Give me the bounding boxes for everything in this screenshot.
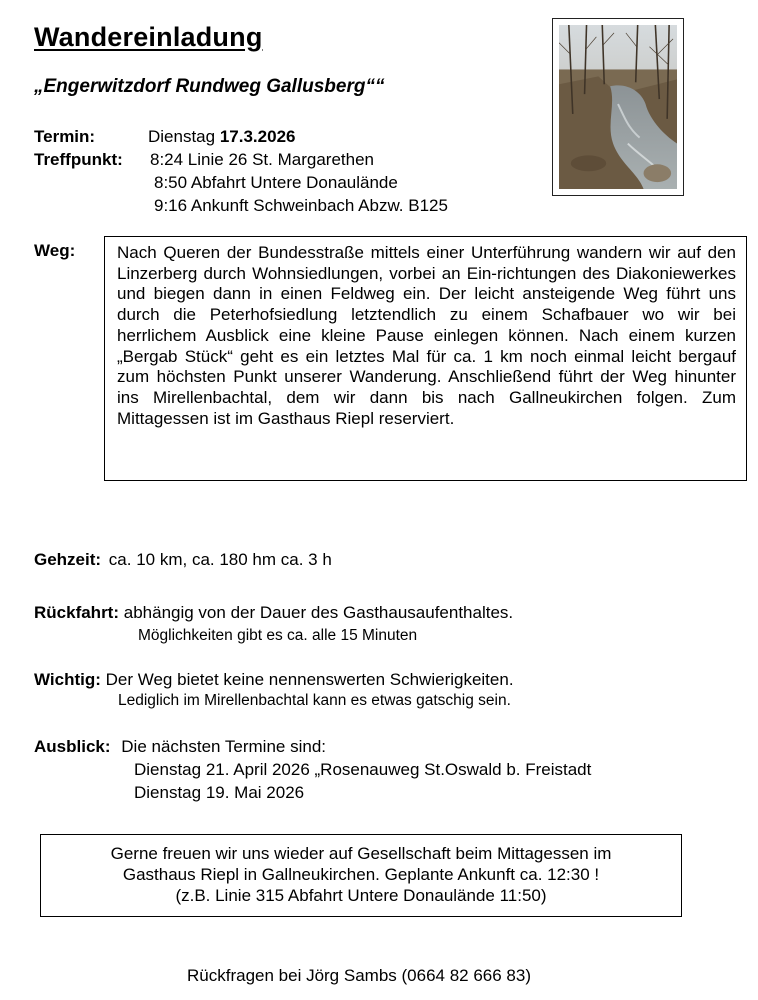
termin-value: [148, 127, 295, 147]
creek-photo-icon: [559, 25, 677, 189]
contact-footer: Rückfragen bei Jörg Sambs (0664 82 666 83): [187, 966, 531, 985]
ausblick-date: Dienstag 21. April 2026 „Rosenauweg St.Oswald b. Freistadt: [134, 760, 592, 779]
treffpunkt-label: Treffpunkt:: [34, 150, 123, 169]
ausblick-label: Ausblick:: [34, 737, 111, 756]
rueckfahrt-note: Möglichkeiten gibt es ca. alle 15 Minuten: [138, 627, 418, 644]
rueckfahrt-row: [34, 603, 513, 623]
notice-line: Gerne freuen wir uns wieder auf Gesellschaft beim Mittagessen im: [110, 844, 612, 863]
wichtig-row: [34, 670, 514, 690]
ausblick-intro: Die nächsten Termine sind:: [121, 737, 327, 756]
weg-label: Weg:: [34, 241, 76, 260]
weg-description: Nach Queren der Bundesstraße mittels einer Unterführung wandern wir auf den Linzerberg durch Wohnsiedlungen, vorbei an Ein-richtungen des Diakoniewerkes und biegen dann in einen Feldweg ein. Der leicht ansteigende Weg führt uns durch die Peterhofsiedlung letztendlich zu einem Schafbauer wo wir bei herrlichem Ausblick eine kleine Pause einlegen können. Nach einem kurzen „Bergab Stück“ geht es ein letztes Mal für ca. 1 km noch einmal leicht bergauf zum höchsten Punkt unserer Wanderung. Anschließend führt der Weg hinunter ins Mirellenbachtal, dem wir dann bis nach Gallneukirchen folgen. Zum Mittagessen ist im Gasthaus Riepl reserviert.: [104, 236, 747, 481]
wichtig-label: Wichtig:: [34, 670, 101, 689]
termin-weekday: Dienstag: [148, 127, 216, 146]
ausblick-row: [34, 737, 326, 757]
lunch-notice: [40, 834, 682, 917]
treffpunkt-line: 8:50 Abfahrt Untere Donaulände: [154, 173, 398, 192]
ausblick-date: Dienstag 19. Mai 2026: [134, 783, 305, 802]
rueckfahrt-value: abhängig von der Dauer des Gasthausaufenthaltes.: [123, 603, 514, 622]
wichtig-note: Lediglich im Mirellenbachtal kann es etwas gatschig sein.: [118, 692, 511, 709]
rueckfahrt-label: Rückfahrt:: [34, 603, 120, 622]
termin-label: Termin:: [34, 127, 96, 146]
gehzeit-label: Gehzeit:: [34, 550, 102, 569]
page-title: Wandereinladung: [34, 22, 263, 52]
creek-photo: [552, 18, 684, 196]
notice-line: Gasthaus Riepl in Gallneukirchen. Geplante Ankunft ca. 12:30 !: [122, 865, 600, 884]
route-name: „Engerwitzdorf Rundweg Gallusberg““: [34, 76, 385, 97]
notice-line: (z.B. Linie 315 Abfahrt Untere Donaulände 11:50): [175, 886, 547, 905]
termin-date: 17.3.2026: [219, 127, 296, 146]
gehzeit-row: [34, 550, 332, 570]
treffpunkt-line: 9:16 Ankunft Schweinbach Abzw. B125: [154, 196, 448, 215]
gehzeit-value: ca. 10 km, ca. 180 hm ca. 3 h: [108, 550, 332, 569]
treffpunkt-line: 8:24 Linie 26 St. Margarethen: [150, 150, 374, 169]
wichtig-value: Der Weg bietet keine nennenswerten Schwierigkeiten.: [105, 670, 514, 689]
